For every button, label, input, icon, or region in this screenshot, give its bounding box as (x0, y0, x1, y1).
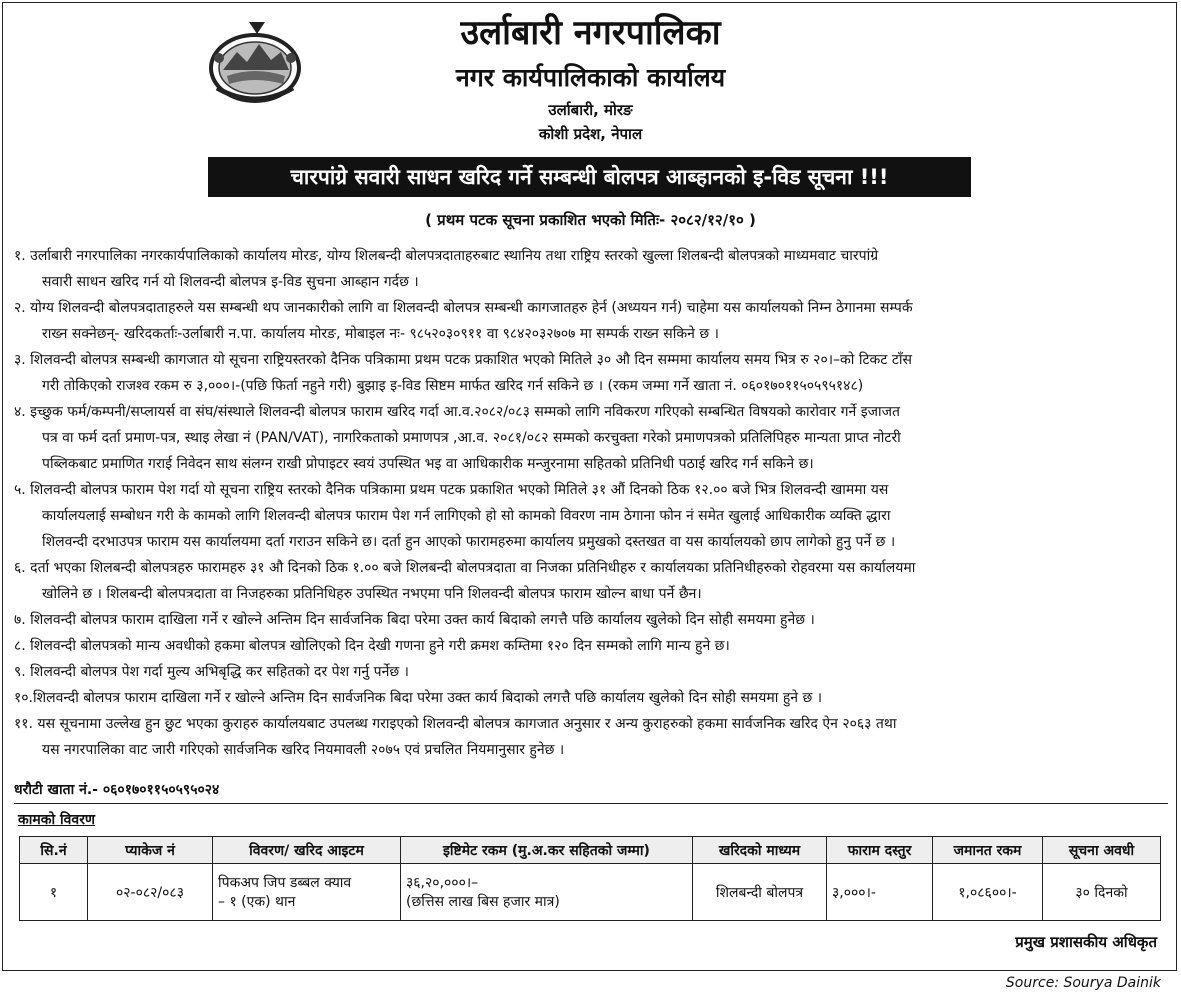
clause-2 (14, 295, 1170, 347)
col-package: प्याकेज नं (88, 837, 213, 864)
clause-line: गरी तोकिएको राजश्व रकम रु ३,०००।-(पछि फिर्ता नहुने गरी) बुझाइ इ-विड सिष्टम मार्फत खरिद गर्न सकिने छ । (रकम जम्मा गर्ने खाता नं. ०६०१७०११५०५९५१४८) (42, 378, 864, 394)
cell-serial: १ (20, 864, 88, 921)
clause-line: ७. शिलवन्दी बोलपत्र फाराम दाखिला गर्ने र खोल्ने अन्तिम दिन सार्वजनिक बिदा परेमा उक्त कार्य बिदाको लगत्तै पछि कार्यालय खुलेको दिन सोही समयमा हुनेछ । (14, 612, 815, 628)
clause-8 (14, 633, 1170, 659)
cell-estimate-amount: ३६,२०,०००।– (406, 875, 479, 891)
cell-item-line: पिकअप जिप डब्बल क्याव (218, 875, 352, 891)
clause-line: खोलिने छ । शिलबन्दी बोलपत्रदाता वा निजहरुका प्रतिनिधिहरु उपस्थित नभएमा पनि शिलवन्दी बोलपत्र फाराम खोल्न बाधा पर्ने छैन। (42, 586, 702, 602)
clause-line: सवारी साधन खरिद गर्न यो शिलवन्दी बोलपत्र इ-विड सुचना आब्हान गर्दछ । (42, 274, 419, 290)
col-form-fee: फाराम दस्तुर (827, 837, 933, 864)
clause-line: राख्न सक्नेछन्- खरिदकर्ताः-उर्लाबारी न.पा. कार्यालय मोरङ, मोबाइल नः- ९८५२०३०९११ वा ९८४२०३२७०७ मा सम्पर्क राख्न सकिने छ । (42, 326, 719, 342)
clause-line: ३. शिलवन्दी बोलपत्र सम्बन्धी कागजात यो सूचना राष्ट्रियस्तरको दैनिक पत्रिकामा प्रथम पटक प्रकाशित भएको मितिले ३० औ दिन सम्ममा कार्यालय समय भित्र रु २०।–को टिकट टाँस (14, 352, 912, 368)
col-serial: सि.नं (20, 837, 88, 864)
clause-line: पत्र वा फर्म दर्ता प्रमाण-पत्र, स्थाइ लेखा नं (PAN/VAT), नागरिकताको प्रमाणपत्र ,आ.व. २०८१/०८२ सम्मको करचुक्ता गरेको प्रमाणपत्रको प्रतिलिपिहरु मान्यता प्राप्त नोटरी (42, 430, 901, 446)
clause-10 (14, 685, 1170, 711)
clause-line: शिलवन्दी दरभाउपत्र फाराम यस कार्यालयमा दर्ता गराउन सकिने छ। दर्ता हुन आएको फारामहरुमा कार्यालय प्रमुखको दस्तखत वा यस कार्यालयको छाप लागेको हुनु पर्ने छ । (42, 534, 896, 550)
clause-line: ६. दर्ता भएका शिलबन्दी बोलपत्रहरु फारामहरु ३१ औ दिनको ठिक १.०० बजे शिलबन्दी बोलपत्रदाता वा निजका प्रतिनिधीहरु र कार्यालयका प्रतिनिधीहरुको रोहवरमा यस कार्यालयमा (14, 560, 916, 576)
cell-security: १,०८६००।- (933, 864, 1043, 921)
col-estimate: इष्टिमेट रकम (मु.अ.कर सहितको जम्मा) (401, 837, 693, 864)
cell-item (213, 864, 401, 921)
table-row (20, 864, 1161, 921)
cell-notice-period: ३० दिनको (1043, 864, 1161, 921)
clause-line: ५. शिलवन्दी बोलपत्र फाराम पेश गर्दा यो सूचना राष्ट्रिय स्तरको दैनिक पत्रिकामा प्रथम पटक प्रकाशित भएको मितिले ३१ औं दिनको ठिक १२.०० बजे भित्र शिलवन्दी खाममा यस (14, 482, 889, 498)
cell-estimate-words: (छत्तिस लाख बिस हजार मात्र) (406, 894, 560, 910)
municipality-title: उर्लाबारी नगरपालिका (460, 13, 721, 53)
clause-4 (14, 399, 1170, 477)
clause-line: ४. इच्छुक फर्म/कम्पनी/सप्लायर्स वा संघ/संस्थाले शिलवन्दी बोलपत्र फाराम खरिद गर्दा आ.व.२०८२/०८३ सम्मको लागि नविकरण गरिएको सम्बन्धित विषयको कारोवार गर्ने इजाजत (14, 404, 900, 420)
cell-form-fee: ३,०००।- (827, 864, 933, 921)
clause-5 (14, 477, 1170, 555)
cell-package: ०२-०८२/०८३ (88, 864, 213, 921)
source-credit: Source: Sourya Dainik (1005, 975, 1161, 991)
clause-line: ११. यस सूचनामा उल्लेख हुन छुट भएका कुराहरु कार्यालयबाट उपलब्ध गराइएको शिलवन्दी बोलपत्र कागजात अनुसार र अन्य कुराहरुको हकमा सार्वजनिक खरिद ऐन २०६३ तथा (14, 716, 897, 732)
notice-banner: चारपांग्रे सवारी साधन खरिद गर्ने सम्बन्धी बोलपत्र आब्हानको इ-विड सूचना !!! (208, 157, 971, 197)
clause-9 (14, 659, 1170, 685)
clause-line: कार्यालयलाई सम्बोधन गरी के कामको लागि शिलवन्दी बोलपत्र फाराम पेश गर्न लागिएको हो सो कामको विवरण नाम ठेगाना फोन नं समेत खुलाई आधिकारीक व्यक्ति द्धारा (42, 508, 891, 524)
office-title: नगर कार्यपालिकाको कार्यालय (455, 63, 726, 92)
clause-1 (14, 243, 1170, 295)
clause-line: यस नगरपालिका वाट जारी गरिएको सार्वजनिक खरिद नियमावली २०७५ एवं प्रचलित नियमानुसार हुनेछ । (42, 742, 565, 758)
deposit-account-number: धरौटी खाता नं.- ०६०१७०११५०५९५०२४ (14, 782, 220, 798)
clause-11 (14, 711, 1170, 763)
cell-item-line: – १ (एक) थान (218, 894, 296, 910)
address-line-1: उर्लाबारी, मोरङ (548, 101, 633, 119)
published-date: ( प्रथम पटक सूचना प्रकाशित भएको मितिः- २०८२/१२/१० ) (425, 211, 756, 229)
clause-line: पब्लिकबाट प्रमाणित गराई निवेदन साथ संलग्न राखी प्रोपाइटर स्वयं उपस्थित भइ वा आधिकारीक मन्जुरनामा सहितको प्रतिनिधी पठाई खरिद गर्न सकिने छ। (42, 456, 814, 472)
work-details-table (19, 836, 1161, 921)
signatory-title: प्रमुख प्रशासकीय अधिकृत (1015, 933, 1157, 951)
col-security: जमानत रकम (933, 837, 1043, 864)
clause-7 (14, 607, 1170, 633)
col-notice-period: सूचना अवधी (1043, 837, 1161, 864)
clause-line: २. योग्य शिलवन्दी बोलपत्रदाताहरुले यस सम्बन्धी थप जानकारीको लागि वा शिलवन्दी बोलपत्र सम्बन्धी कागजातहरु हेर्न (अध्ययन गर्न) चाहेमा यस कार्यालयको निम्न ठेगानमा सम्पर्क (14, 300, 913, 316)
col-procurement-mode: खरिदको माध्यम (693, 837, 827, 864)
notice-clauses (14, 243, 1170, 763)
clause-line: १. उर्लाबारी नगरपालिका नगरकार्यपालिकाको कार्यालय मोरङ, योग्य शिलबन्दी बोलपत्रदाताहरुबाट स्थानिय तथा राष्ट्रिय स्तरको खुल्ला शिलबन्दी बोलपत्रको माध्यमवाट चारपांग्रे (14, 248, 879, 264)
clause-line: ९. शिलवन्दी बोलपत्र पेश गर्दा मुल्य अभिबृद्धि कर सहितको दर पेश गर्नु पर्नेछ । (14, 664, 409, 680)
address-line-2: कोशी प्रदेश, नेपाल (538, 125, 643, 143)
table-header-row (20, 837, 1161, 864)
divider (14, 803, 1168, 804)
clause-line: ८. शिलवन्दी बोलपत्रको मान्य अवधीको हकमा बोलपत्र खोलिएको दिन देखी गणना हुने गरी क्रमश कम्तिमा १२० दिन सम्मको लागि मान्य हुने छ। (14, 638, 730, 654)
cell-estimate (401, 864, 693, 921)
clause-6 (14, 555, 1170, 607)
cell-procurement-mode: शिलबन्दी बोलपत्र (693, 864, 827, 921)
col-item: विवरण/ खरिद आइटम (213, 837, 401, 864)
clause-line: १०.शिलवन्दी बोलपत्र फाराम दाखिला गर्ने र खोल्ने अन्तिम दिन सार्वजनिक बिदा परेमा उक्त कार्य बिदाको लगत्तै पछि कार्यालय खुलेको दिन सोही समयमा हुने छ । (14, 690, 823, 706)
clause-3 (14, 347, 1170, 399)
work-details-title: कामको विवरण (18, 812, 96, 828)
